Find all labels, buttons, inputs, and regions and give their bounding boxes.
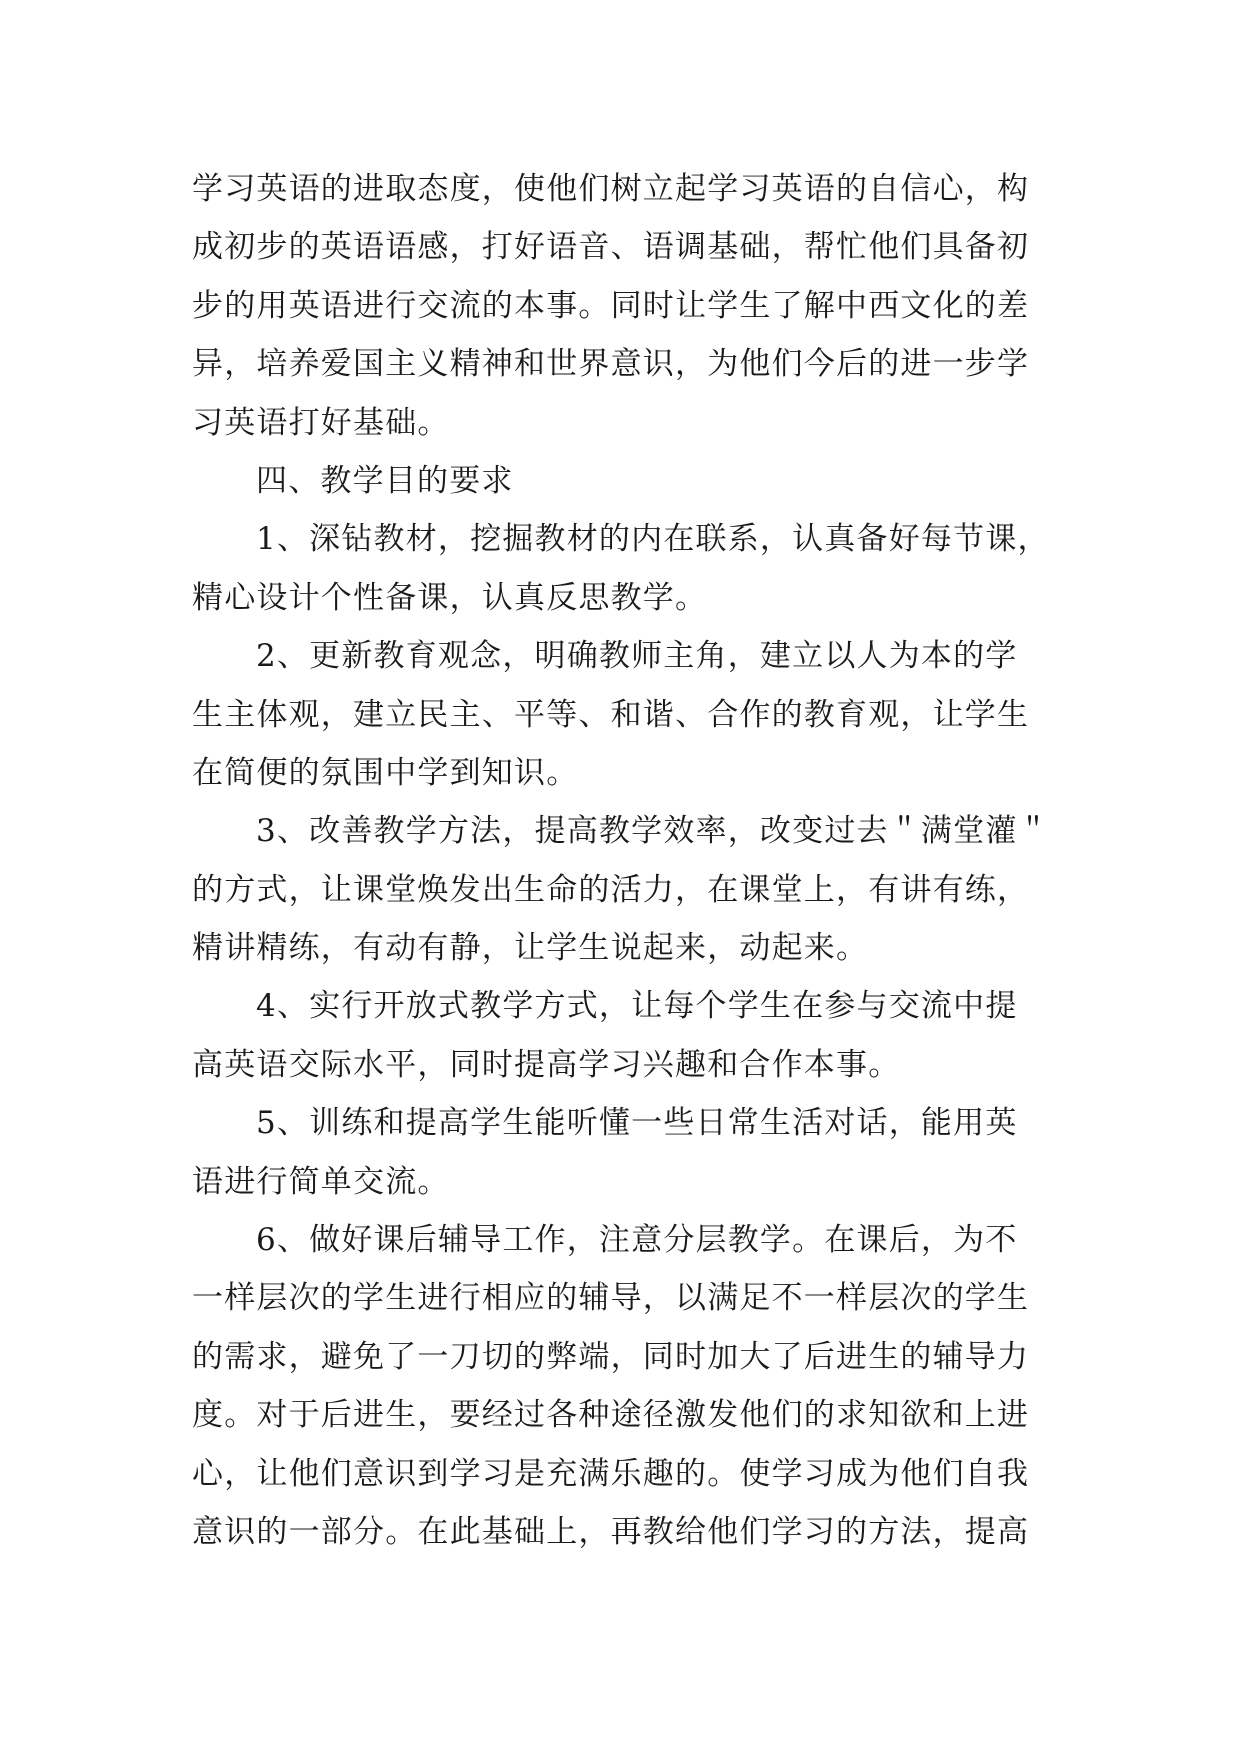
text-line: 的需求，避免了一刀切的弊端，同时加大了后进生的辅导力 — [192, 1338, 1030, 1375]
document-body — [192, 160, 1052, 1561]
text-line: 的方式，让课堂焕发出生命的活力，在课堂上，有讲有练， — [192, 871, 1030, 908]
text-line: 成初步的英语语感，打好语音、语调基础，帮忙他们具备初 — [192, 229, 1030, 266]
list-item-6-line: 6、做好课后辅导工作，注意分层教学。在课后，为不 — [256, 1222, 1018, 1259]
text-line: 精心设计个性备课，认真反思教学。 — [192, 579, 708, 616]
list-item-5-line: 5、训练和提高学生能听懂一些日常生活对话，能用英 — [256, 1105, 1018, 1142]
text-line: 精讲精练，有动有静，让学生说起来，动起来。 — [192, 930, 869, 967]
text-line: 高英语交际水平，同时提高学习兴趣和合作本事。 — [192, 1046, 901, 1083]
list-item-3-line: 3、改善教学方法，提高教学效率，改变过去＂满堂灌＂ — [256, 813, 1050, 850]
text-line: 度。对于后进生，要经过各种途径激发他们的求知欲和上进 — [192, 1397, 1030, 1434]
text-line: 在简便的氛围中学到知识。 — [192, 754, 579, 791]
text-line: 语进行简单交流。 — [192, 1163, 450, 1200]
text-line: 学习英语的进取态度，使他们树立起学习英语的自信心，构 — [192, 171, 1030, 207]
text-line: 异，培养爱国主义精神和世界意识，为他们今后的进一步学 — [192, 346, 1030, 383]
text-line: 意识的一部分。在此基础上，再教给他们学习的方法，提高 — [192, 1513, 1030, 1550]
text-line: 一样层次的学生进行相应的辅导，以满足不一样层次的学生 — [192, 1280, 1030, 1317]
text-line: 步的用英语进行交流的本事。同时让学生了解中西文化的差 — [192, 287, 1030, 324]
list-item-4-line: 4、实行开放式教学方式，让每个学生在参与交流中提 — [256, 988, 1018, 1025]
list-item-2-line: 2、更新教育观念，明确教师主角，建立以人为本的学 — [256, 638, 1018, 675]
section-heading: 四、教学目的要求 — [256, 462, 514, 499]
text-line: 生主体观，建立民主、平等、和谐、合作的教育观，让学生 — [192, 696, 1030, 733]
text-line: 心，让他们意识到学习是充满乐趣的。使学习成为他们自我 — [192, 1455, 1030, 1492]
list-item-1-line: 1、深钻教材，挖掘教材的内在联系，认真备好每节课， — [256, 521, 1050, 558]
text-line: 习英语打好基础。 — [192, 404, 450, 441]
